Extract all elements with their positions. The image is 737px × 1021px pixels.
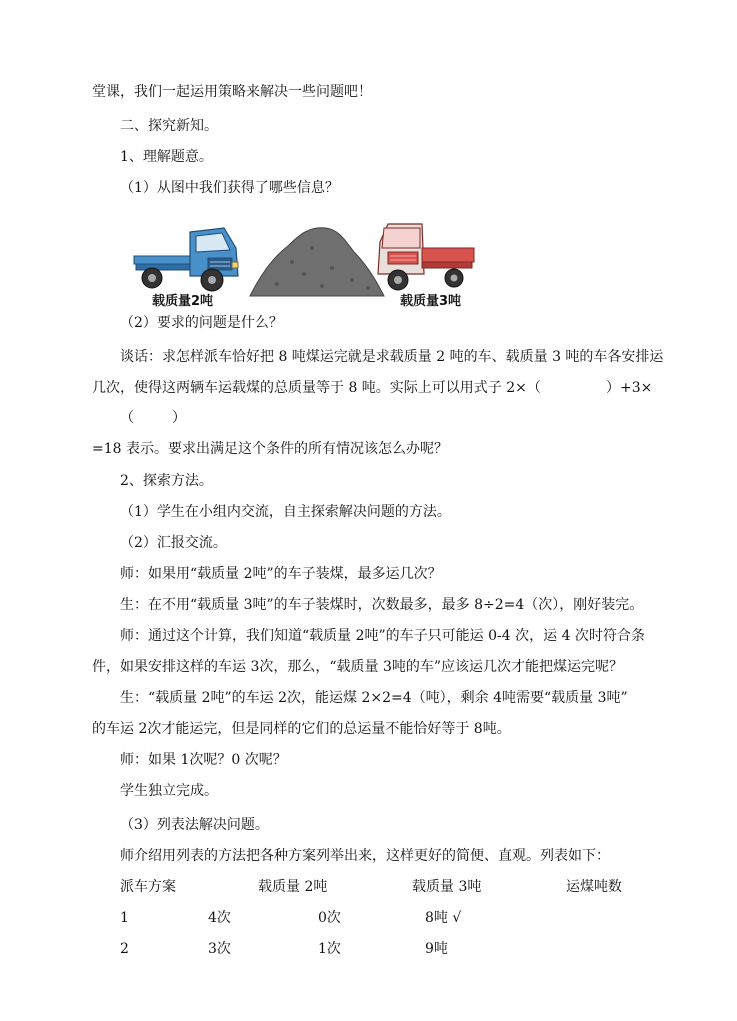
table-cell: 4次	[208, 910, 231, 926]
blank-close: ）	[172, 410, 186, 426]
text-line: 学生独立完成。	[120, 783, 218, 799]
subsection-heading: 2、探索方法。	[120, 473, 213, 489]
table-cell: 1次	[318, 941, 341, 957]
text-line: 堂课，我们一起运用策略来解决一些问题吧！	[92, 84, 372, 100]
table-header: 运煤吨数	[566, 879, 622, 895]
coal-pile-icon	[250, 228, 384, 296]
text-line: 几次，使得这两辆车运载煤的总质量等于 8 吨。实际上可以用式子 2×（	[92, 380, 541, 396]
table-header: 载质量 3吨	[412, 879, 482, 895]
dialogue-line: 生：“载质量 2吨”的车运 2次，能运煤 2×2=4（吨），剩余 4吨需要“载质量 3吨”	[120, 690, 628, 706]
dialogue-line: 师：如果 1次呢？0 次呢？	[120, 752, 287, 768]
text-line: =18 表示。要求出满足这个条件的所有情况该怎么办呢？	[92, 441, 448, 457]
dialogue-line: 的车运 2次才能运完，但是同样的它们的总运量不能恰好等于 8吨。	[92, 721, 511, 737]
text-line: （3）列表法解决问题。	[120, 817, 269, 833]
section-heading: 二、探究新知。	[120, 118, 218, 134]
caption-left: 载质量2吨	[152, 294, 214, 309]
text-line: 师介绍用列表的方法把各种方案列举出来，这样更好的简便、直观。列表如下：	[120, 848, 610, 864]
table-cell: 1	[120, 910, 129, 926]
caption-right: 载质量3吨	[400, 294, 462, 309]
blue-truck-icon	[134, 228, 238, 291]
table-cell: 9吨	[425, 941, 448, 957]
subsection-heading: 1、理解题意。	[120, 149, 213, 165]
text-line: 谈话：求怎样派车恰好把 8 吨煤运完就是求载质量 2 吨的车、载质量 3 吨的车各安排运	[120, 349, 664, 365]
text-line: （1）学生在小组内交流，自主探索解决问题的方法。	[120, 504, 451, 520]
dialogue-line: 师：如果用“载质量 2吨”的车子装煤，最多运几次？	[120, 566, 442, 582]
dialogue-line: 件，如果安排这样的车运 3次，那么，“载质量 3吨的车”应该运几次才能把煤运完呢？	[92, 659, 624, 675]
question-line: （1）从图中我们获得了哪些信息？	[120, 180, 339, 196]
dialogue-line: 生：在不用“载质量 3吨”的车子装煤时，次数最多，最多 8÷2=4（次），刚好装完。	[120, 597, 644, 613]
table-cell: 8吨 √	[425, 910, 462, 926]
red-truck-icon	[378, 224, 474, 290]
dialogue-line: 师：通过这个计算，我们知道“载质量 2吨”的车子只可能运 0-4 次，运 4 次时符合条	[120, 628, 645, 644]
table-header: 载质量 2吨	[258, 879, 328, 895]
text-line: （2）汇报交流。	[120, 535, 227, 551]
table-cell: 0次	[318, 910, 341, 926]
table-cell: 3次	[208, 941, 231, 957]
blank-open: （	[120, 410, 134, 426]
question-line: （2）要求的问题是什么？	[120, 315, 283, 331]
text-line: ）+3×	[606, 380, 653, 396]
table-header: 派车方案	[120, 879, 176, 895]
table-cell: 2	[120, 941, 129, 957]
